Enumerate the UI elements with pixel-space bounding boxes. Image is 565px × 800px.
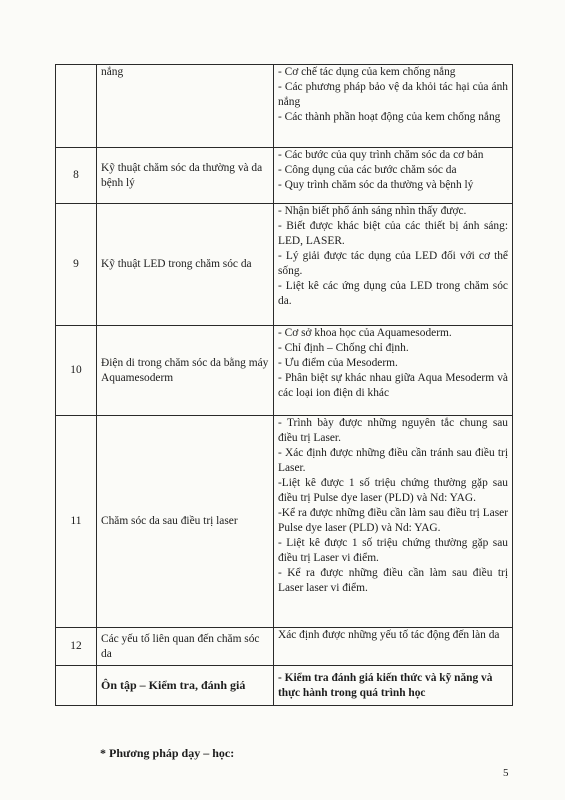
content-line: -Liệt kê được 1 số triệu chứng thường gặp sau điều trị Pulse dye laser (PLD) và Nd: YAG.: [278, 477, 508, 504]
content-line: - Cơ sở khoa học của Aquamesoderm.: [278, 327, 452, 339]
content-line: - Chỉ định – Chống chỉ định.: [278, 342, 409, 354]
row-number: [56, 666, 97, 706]
row-number: 9: [56, 204, 97, 326]
row-topic: Các yếu tố liên quan đến chăm sóc da: [97, 628, 274, 666]
content-line: - Công dụng của các bước chăm sóc da: [278, 164, 457, 176]
content-line: - Các thành phần hoạt động của kem chống nắng: [278, 111, 501, 123]
table-row: [56, 416, 513, 628]
table-row: [56, 204, 513, 326]
row-number: 10: [56, 326, 97, 416]
content-line: - Liệt kê được 1 số triệu chứng thường gặp sau điều trị Laser vi điểm.: [278, 537, 508, 564]
content-line: - Kể ra được những điều cần làm sau điều trị Laser laser vi điểm.: [278, 567, 508, 594]
section-heading: * Phương pháp dạy – học:: [100, 746, 235, 760]
content-line: - Liệt kê các ứng dụng của LED trong chăm sóc da.: [278, 280, 508, 307]
row-topic: Điện di trong chăm sóc da bằng máy Aquamesoderm: [97, 326, 274, 416]
row-topic: Kỹ thuật chăm sóc da thường và da bệnh lý: [97, 148, 274, 204]
table-row: [56, 65, 513, 148]
content-line: - Các phương pháp bảo vệ da khỏi tác hại của ánh nắng: [278, 81, 508, 108]
row-topic: Kỹ thuật LED trong chăm sóc da: [97, 204, 274, 326]
content-line: - Trình bày được những nguyên tắc chung sau điều trị Laser.: [278, 417, 508, 444]
content-line: - Ưu điểm của Mesoderm.: [278, 357, 398, 369]
row-number: 11: [56, 416, 97, 628]
row-content: [274, 326, 513, 416]
row-topic: nắng: [97, 65, 274, 148]
table-row: [56, 628, 513, 666]
summary-content: - Kiểm tra đánh giá kiến thức và kỹ năng và thực hành trong quá trình học: [274, 666, 513, 706]
content-line: - Nhận biết phổ ánh sáng nhìn thấy được.: [278, 205, 467, 217]
row-content: [274, 628, 513, 666]
row-content: [274, 148, 513, 204]
row-number: [56, 65, 97, 148]
table-row: [56, 326, 513, 416]
summary-row: [56, 666, 513, 706]
row-content: [274, 204, 513, 326]
content-line: - Cơ chế tác dụng của kem chống nắng: [278, 66, 456, 78]
content-line: - Phân biệt sự khác nhau giữa Aqua Mesoderm và các loại ion điện di khác: [278, 372, 508, 399]
row-number: 8: [56, 148, 97, 204]
page-number: 5: [503, 767, 509, 779]
row-content: [274, 416, 513, 628]
content-line: - Các bước của quy trình chăm sóc da cơ bản: [278, 149, 484, 161]
content-line: - Biết được khác biệt của các thiết bị ánh sáng: LED, LASER.: [278, 220, 508, 247]
row-content: [274, 65, 513, 148]
content-line: -Kể ra được những điều cần làm sau điều trị Laser Pulse dye laser (PLD) và Nd: YAG.: [278, 507, 508, 534]
content-line: Xác định được những yếu tố tác động đến làn da: [278, 629, 500, 641]
content-line: - Xác định được những điều cần tránh sau điều trị Laser.: [278, 447, 508, 474]
content-line: - Lý giải được tác dụng của LED đối với cơ thể sống.: [278, 250, 508, 277]
curriculum-table: [55, 64, 513, 706]
table-row: [56, 148, 513, 204]
summary-topic: Ôn tập – Kiểm tra, đánh giá: [97, 666, 274, 706]
content-line: - Quy trình chăm sóc da thường và bệnh lý: [278, 179, 474, 191]
row-number: 12: [56, 628, 97, 666]
row-topic: Chăm sóc da sau điều trị laser: [97, 416, 274, 628]
